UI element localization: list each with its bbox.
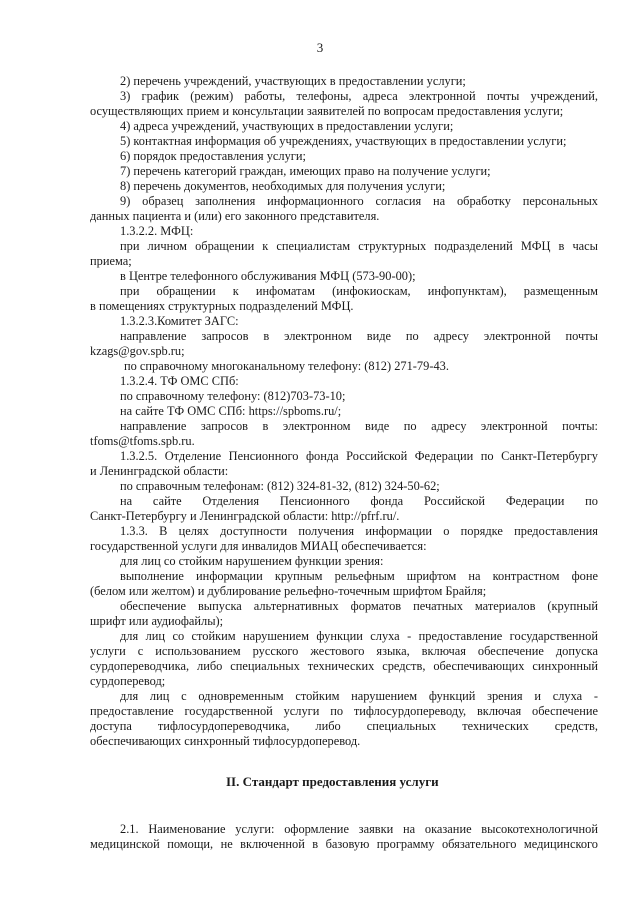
text-line: по справочному телефону: (812)703-73-10;	[120, 389, 346, 403]
text-line: (белом или желтом) и дублирование рельефно-точечным шрифтом Брайля;	[90, 584, 487, 598]
text-line: при обращении к инфоматам (инфокиоскам, инфопунктам), размещенным	[120, 284, 598, 298]
text-line: выполнение информации крупным рельефным шрифтом на контрастном фоне	[120, 569, 598, 583]
text-line: сурдоперевод;	[90, 674, 166, 688]
text-line: приема;	[90, 254, 132, 268]
list-item: 5) контактная информация об учреждениях, участвующих в предоставлении услуги;	[120, 134, 567, 148]
subsection-title: 1.3.2.4. ТФ ОМС СПб:	[120, 374, 239, 388]
subsection-title: 1.3.2.5. Отделение Пенсионного фонда Российской Федерации по Санкт-Петербургу	[120, 449, 598, 463]
text-line: Санкт-Петербургу и Ленинградской области: http://pfrf.ru/.	[90, 509, 400, 523]
text-line: сурдопереводчика, либо специальных технических средств, обеспечивающих синхронный	[90, 659, 598, 673]
subsection-title: 1.3.2.2. МФЦ:	[120, 224, 194, 238]
text-line: по справочным телефонам: (812) 324-81-32, (812) 324-50-62;	[120, 479, 440, 493]
list-item: 6) порядок предоставления услуги;	[120, 149, 306, 163]
list-item: 8) перечень документов, необходимых для получения услуги;	[120, 179, 446, 193]
text-line: осуществляющих прием и консультации заявителей по вопросам предоставления услуги;	[90, 104, 564, 118]
text-line: направление запросов в электронном виде по адресу электронной почты	[120, 329, 598, 343]
text-line: в Центре телефонного обслуживания МФЦ (573-90-00);	[120, 269, 416, 283]
text-line: и Ленинградской области:	[90, 464, 229, 478]
text-line: на сайте ТФ ОМС СПб: https://spboms.ru/;	[120, 404, 342, 418]
text-line: обеспечение выпуска альтернативных форматов печатных материалов (крупный	[120, 599, 598, 613]
list-item: 9) образец заполнения информационного согласия на обработку персональных	[120, 194, 598, 208]
text-line: доступа тифлосурдопереводчика, либо специальных технических средств,	[90, 719, 598, 733]
text-line: предоставление государственной услуги по тифлосурдопереводу, включая обеспечение	[90, 704, 598, 718]
text-line: для лиц со стойким нарушением функции зрения:	[120, 554, 384, 568]
text-line: шрифт или аудиофайлы);	[90, 614, 224, 628]
page-number: 3	[316, 40, 324, 55]
text-line: при личном обращении к специалистам структурных подразделений МФЦ в часы	[120, 239, 598, 253]
list-item: 7) перечень категорий граждан, имеющих право на получение услуги;	[120, 164, 491, 178]
text-line: для лиц с одновременным стойким нарушением функций зрения и слуха -	[120, 689, 598, 703]
section-heading: II. Стандарт предоставления услуги	[226, 774, 439, 789]
text-line: данных пациента и (или) его законного представителя.	[90, 209, 380, 223]
subsection-title: 1.3.2.3.Комитет ЗАГС:	[120, 314, 239, 328]
email-address: tfoms@tfoms.spb.ru.	[90, 434, 195, 448]
email-address: kzags@gov.spb.ru;	[90, 344, 185, 358]
list-item: 3) график (режим) работы, телефоны, адреса электронной почты учреждений,	[120, 89, 598, 103]
text-line: услуги с использованием русского жестового языка, включая обеспечение допуска	[90, 644, 598, 658]
text-line: по справочному многоканальному телефону: (812) 271-79-43.	[124, 359, 449, 373]
list-item: 2) перечень учреждений, участвующих в предоставлении услуги;	[120, 74, 466, 88]
text-line: направление запросов в электронном виде по адресу электронной почты:	[120, 419, 598, 433]
subsection-title: 1.3.3. В целях доступности получения информации о порядке предоставления	[120, 524, 598, 538]
list-item: 4) адреса учреждений, участвующих в предоставлении услуги;	[120, 119, 454, 133]
text-line: в помещениях структурных подразделений МФЦ.	[90, 299, 354, 313]
text-line: обеспечивающих синхронный тифлосурдоперевод.	[90, 734, 361, 748]
text-line: государственной услуги для инвалидов МИАЦ обеспечивается:	[90, 539, 427, 553]
text-line: на сайте Отделения Пенсионного фонда Российской Федерации по	[120, 494, 598, 508]
text-line: для лиц со стойким нарушением функции слуха - предоставление государственной	[120, 629, 598, 643]
text-line: 2.1. Наименование услуги: оформление заявки на оказание высокотехнологичной	[120, 822, 598, 836]
text-line: медицинской помощи, не включенной в базовую программу обязательного медицинского	[90, 837, 598, 851]
